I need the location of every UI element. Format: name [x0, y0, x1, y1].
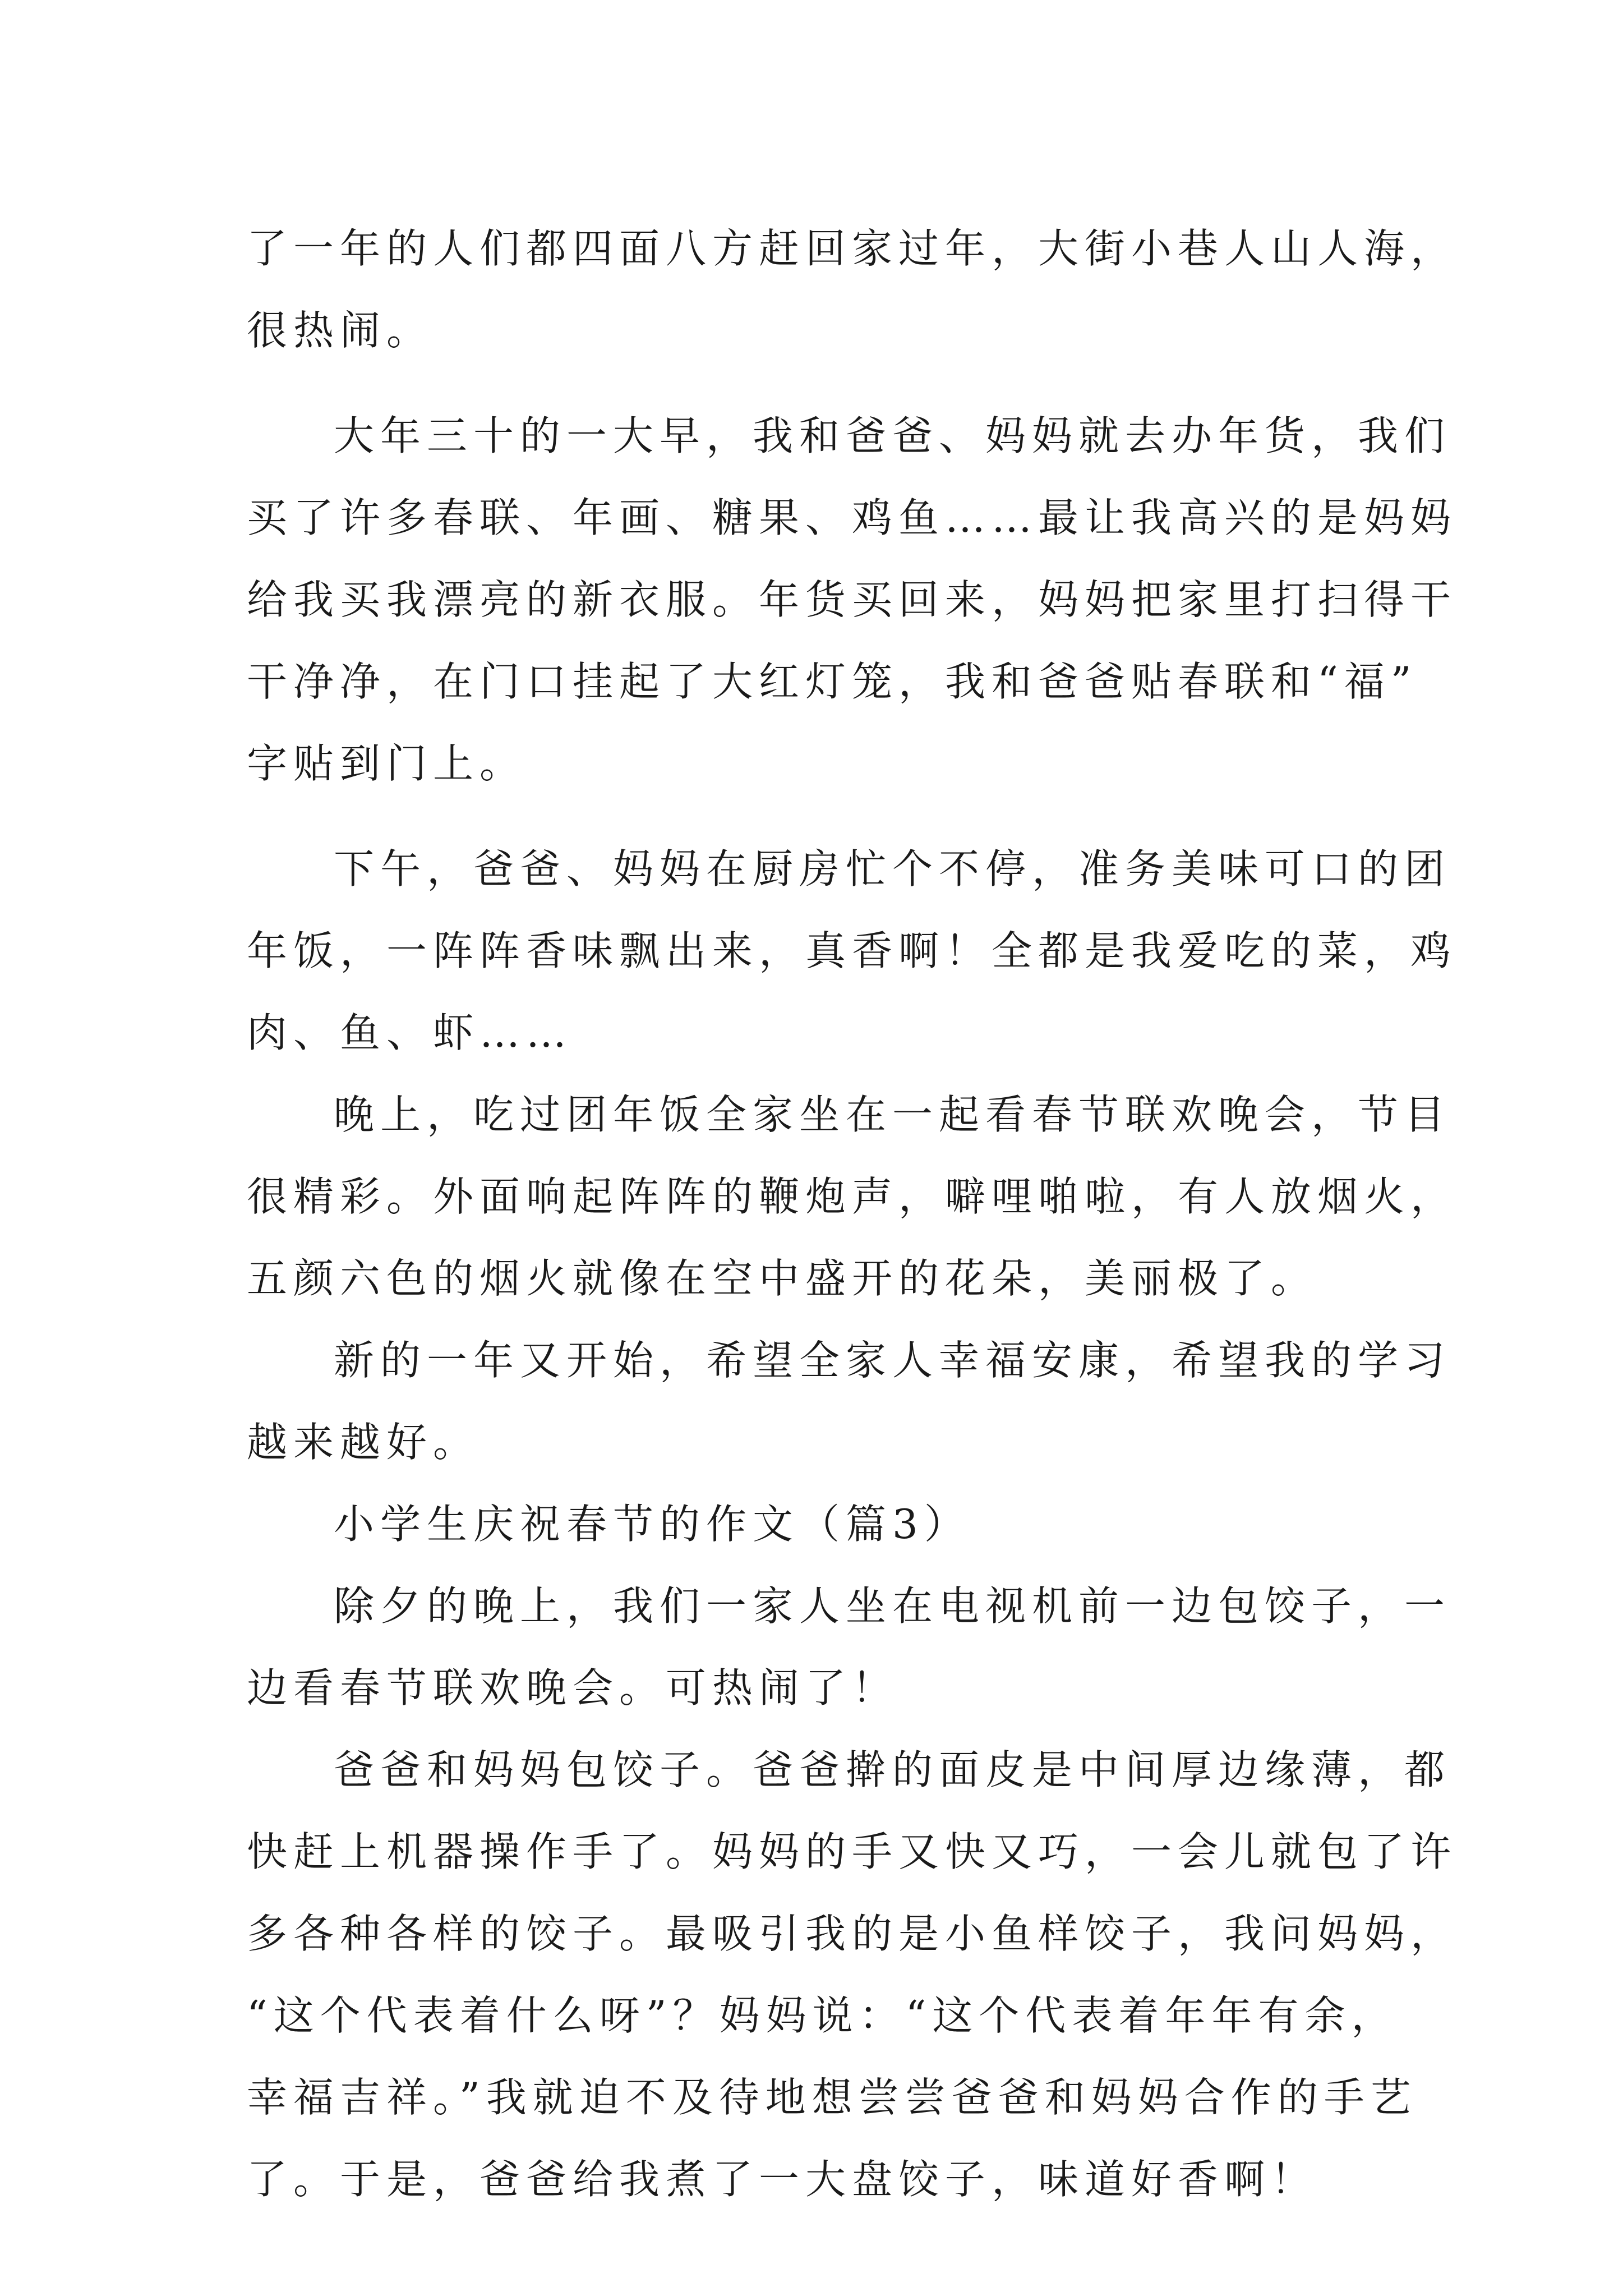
- text-line: 大年三十的一大早，我和爸爸、妈妈就去办年货，我们: [334, 412, 1451, 459]
- text-line: 很精彩。外面响起阵阵的鞭炮声，噼哩啪啦，有人放烟火，: [247, 1173, 1458, 1220]
- text-line: 给我买我漂亮的新衣服。年货买回来，妈妈把家里打扫得干: [247, 576, 1458, 623]
- text-line: 很热闹。: [247, 307, 434, 354]
- text-line: “这个代表着什么呀”？妈妈说：“这个代表着年年有余，: [247, 1992, 1398, 2039]
- text-line: 幸福吉祥。”我就迫不及待地想尝尝爸爸和妈妈合作的手艺: [247, 2074, 1417, 2121]
- section-heading: [247, 1483, 1385, 1565]
- text-line: 新的一年又开始，希望全家人幸福安康，希望我的学习: [334, 1337, 1451, 1384]
- paragraph-2: [247, 395, 1458, 804]
- text-line: 了一年的人们都四面八方赶回家过年，大街小巷人山人海，: [247, 225, 1458, 272]
- text-line: 字贴到门上。: [247, 740, 527, 787]
- text-line: 年饭，一阵阵香味飘出来，真香啊！全都是我爱吃的菜，鸡: [247, 927, 1458, 974]
- text-line: 晚上，吃过团年饭全家坐在一起看春节联欢晚会，节目: [334, 1091, 1451, 1138]
- text-line: 爸爸和妈妈包饺子。爸爸擀的面皮是中间厚边缘薄，都: [334, 1746, 1451, 1793]
- document-body: [247, 208, 1458, 2220]
- text-line: 除夕的晚上，我们一家人坐在电视机前一边包饺子，一: [334, 1582, 1451, 1630]
- text-line: 多各种各样的饺子。最吸引我的是小鱼样饺子，我问妈妈，: [247, 1910, 1458, 1957]
- paragraph-6: [247, 1565, 1451, 1729]
- text-line: 了。于是，爸爸给我煮了一大盘饺子，味道好香啊！: [247, 2156, 1318, 2203]
- text-line: 快赶上机器操作手了。妈妈的手又快又巧，一会儿就包了许: [247, 1828, 1458, 1875]
- paragraph-4: [247, 1074, 1458, 1319]
- section-title: 小学生庆祝春节的作文（篇3）: [334, 1501, 971, 1548]
- paragraph-7: [247, 1729, 1458, 2220]
- text-line: 边看春节联欢晚会。可热闹了！: [247, 1664, 899, 1711]
- paragraph-1: [247, 208, 1458, 371]
- paragraph-5: [247, 1319, 1451, 1483]
- text-line: 干净净，在门口挂起了大红灯笼，我和爸爸贴春联和“福”: [247, 658, 1418, 705]
- text-line: 下午，爸爸、妈妈在厨房忙个不停，准务美味可口的团: [334, 845, 1451, 892]
- text-line: 买了许多春联、年画、糖果、鸡鱼……最让我高兴的是妈妈: [247, 494, 1458, 541]
- paragraph-3: [247, 828, 1458, 1074]
- text-line: 肉、鱼、虾……: [247, 1009, 573, 1056]
- text-line: 越来越好。: [247, 1419, 480, 1466]
- text-line: 五颜六色的烟火就像在空中盛开的花朵，美丽极了。: [247, 1255, 1318, 1302]
